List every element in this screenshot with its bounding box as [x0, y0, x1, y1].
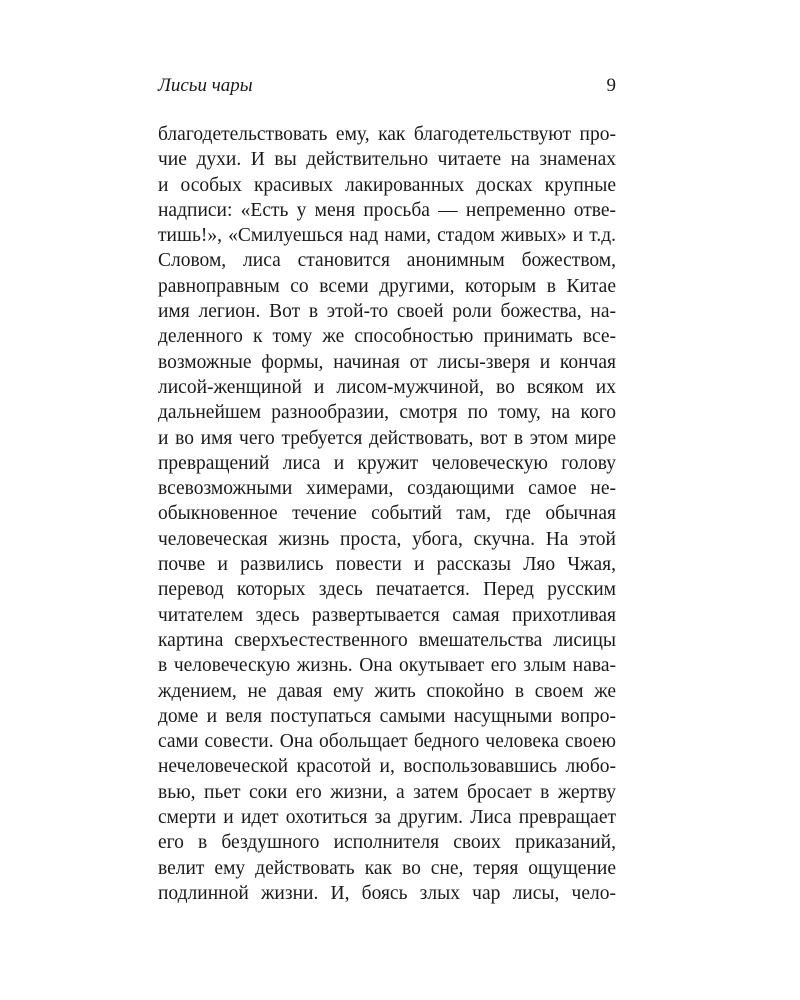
text-line: превращений лиса и кружит человеческую голову	[158, 452, 616, 474]
body-text	[158, 122, 616, 906]
text-line: деленного к тому же способностью принимать все-	[158, 326, 616, 348]
text-line: ждением, не давая ему жить спокойно в своем же	[158, 680, 616, 702]
text-line: лисой-женщиной и лисом-мужчиной, во всяком их	[158, 376, 616, 398]
text-line: сами совести. Она обольщает бедного человека своею	[158, 731, 616, 753]
text-line: чие духи. И вы действительно читаете на знаменах	[158, 149, 616, 171]
text-line: дальнейшем разнообразии, смотря по тому, на кого	[158, 402, 616, 424]
text-line: и во имя чего требуется действовать, вот в этом мире	[158, 427, 616, 449]
text-line: почве и развились повести и рассказы Ляо Чжая,	[158, 554, 616, 576]
text-line: картина сверхъестественного вмешательства лисицы	[158, 629, 616, 651]
running-title: Лисьи чары	[158, 75, 253, 96]
running-head	[158, 72, 616, 100]
text-line: человеческая жизнь проста, убога, скучна. На этой	[158, 528, 616, 550]
text-line: тишь!», «Смилуешься над нами, стадом живых» и т.д.	[158, 225, 616, 247]
text-line: обыкновенное течение событий там, где обычная	[158, 503, 616, 525]
text-line: надписи: «Есть у меня просьба — непременно отве-	[158, 199, 616, 221]
text-line: и особых красивых лакированных досках крупные	[158, 174, 616, 196]
text-line: равноправным со всеми другими, которым в Китае	[158, 275, 616, 297]
text-line: доме и веля поступаться самыми насущными вопро-	[158, 705, 616, 727]
text-line: всевозможными химерами, создающими самое не-	[158, 478, 616, 500]
text-line: Словом, лиса становится анонимным божеством,	[158, 250, 616, 272]
text-line: в человеческую жизнь. Она окутывает его злым нава-	[158, 655, 616, 677]
text-line: его в бездушного исполнителя своих приказаний,	[158, 832, 616, 854]
text-line: смерти и идет охотиться за другим. Лиса превращает	[158, 807, 616, 829]
text-line: читателем здесь развертывается самая прихотливая	[158, 604, 616, 626]
text-line: перевод которых здесь печатается. Перед русским	[158, 579, 616, 601]
text-line: вью, пьет соки его жизни, а затем бросает в жертву	[158, 781, 616, 803]
text-line: благодетельствовать ему, как благодетельствуют про-	[158, 124, 616, 145]
page-number: 9	[606, 75, 616, 96]
text-line: велит ему действовать как во сне, теряя ощущение	[158, 857, 616, 879]
text-line: возможные формы, начиная от лисы-зверя и кончая	[158, 351, 616, 373]
text-line: нечеловеческой красотой и, воспользовавшись любо-	[158, 756, 616, 778]
text-line: подлинной жизни. И, боясь злых чар лисы, чело-	[158, 882, 616, 904]
text-line: имя легион. Вот в этой-то своей роли божества, на-	[158, 301, 616, 323]
